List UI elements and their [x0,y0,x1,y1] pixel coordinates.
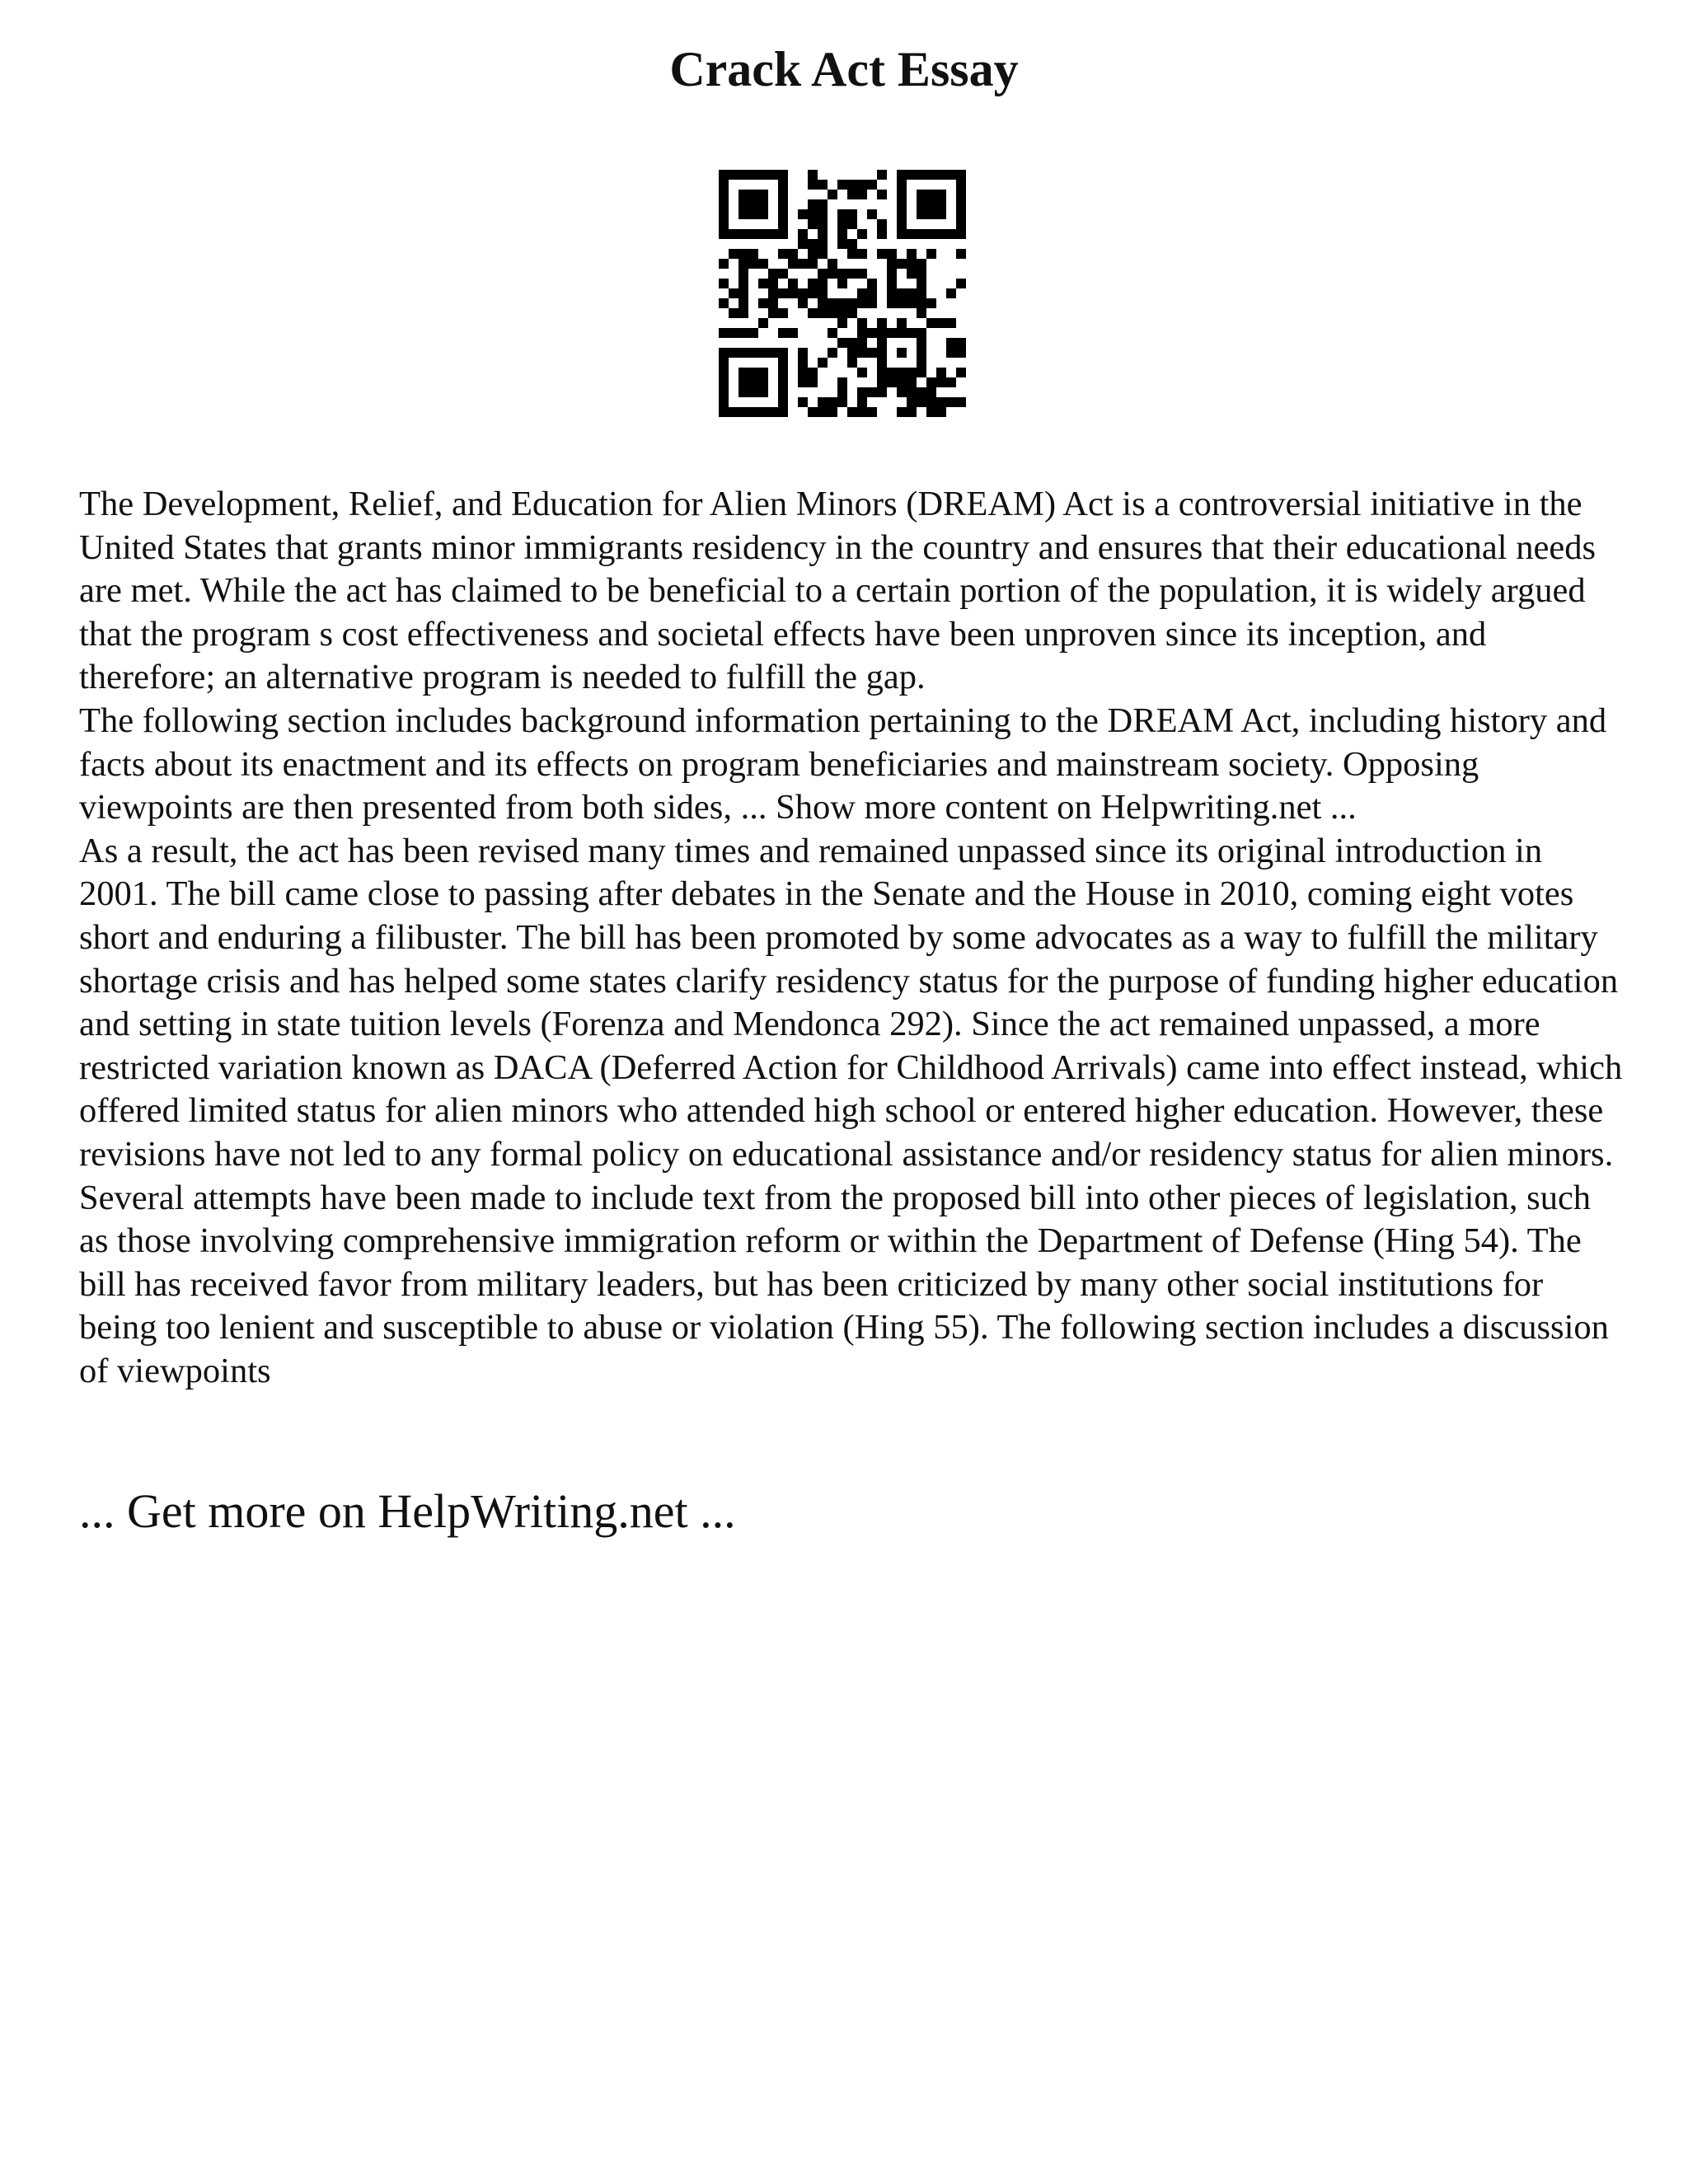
essay-paragraph: The following section includes background information pertaining to the DREAM Act, including history and facts about its enactment and its effects on program beneficiaries and mainstream society. Opposing viewpoints are then presented from both sides, ... Show more content on Helpwriting.net ... [79,701,1607,827]
essay-body [79,483,1629,1393]
essay-paragraph: As a result, the act has been revised many times and remained unpassed since its original introduction in 2001. The bill came close to passing after debates in the Senate and the House in 2010, coming eight votes short and enduring a filibuster. The bill has been promoted by some advocates as a way to fulfill the military shortage crisis and has helped some states clarify residency status for the purpose of funding higher education and setting in state tuition levels (Forenza and Mendonca 292). Since the act remained unpassed, a more restricted variation known as DACA (Deferred Action for Childhood Arrivals) came into effect instead, which offered limited status for alien minors who attended high school or entered higher education. However, these revisions have not led to any formal policy on educational assistance and/or residency status for alien minors. Several attempts have been made to include text from the proposed bill into other pieces of legislation, such as those involving comprehensive immigration reform or within the Department of Defense (Hing 54). The bill has received favor from military leaders, but has been criticized by many other social institutions for being too lenient and susceptible to abuse or violation (Hing 55). The following section includes a discussion of viewpoints [79,831,1623,1390]
qr-code-icon [719,170,966,417]
page-title: Crack Act Essay [669,42,1019,96]
get-more-link[interactable]: ... Get more on HelpWriting.net ... [79,1484,736,1538]
essay-paragraph: The Development, Relief, and Education for Alien Minors (DREAM) Act is a controversial initiative in the United States that grants minor immigrants residency in the country and ensures that their educational needs are met. While the act has claimed to be beneficial to a certain portion of the population, it is widely argued that the program s cost effectiveness and societal effects have been unproven since its inception, and therefore; an alternative program is needed to fulfill the gap. [79,485,1596,697]
